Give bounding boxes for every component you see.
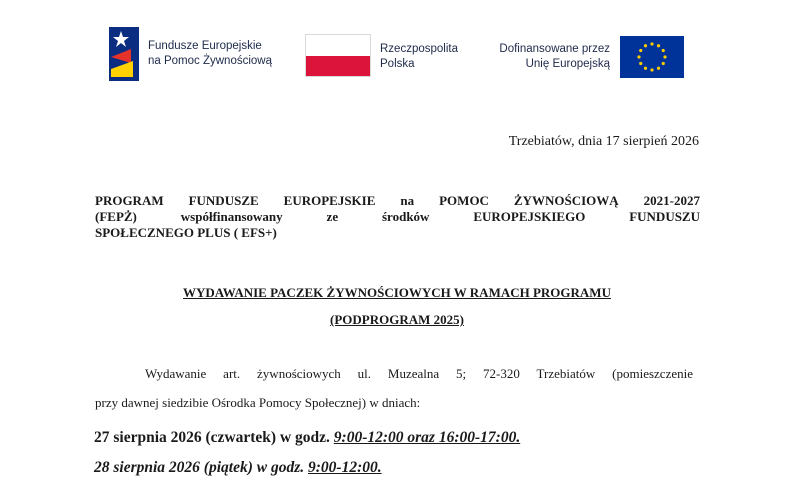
eu-logo-text [470, 42, 610, 72]
logo-bar [0, 26, 794, 86]
date-line: Trzebiatów, dnia 17 sierpień 2026 [508, 134, 699, 149]
distribution-paragraph-line2: przy dawnej siedzibie Ośrodka Pomocy Społecznej) w dniach: [95, 395, 421, 410]
distribution-paragraph-line1: Wydawanie art. żywnościowych ul. Muzealna 5; 72-320 Trzebiatów (pomieszczenie [145, 366, 693, 381]
program-line3: SPOŁECZNEGO PLUS ( EFS+) [95, 225, 277, 240]
schedule-day1-label: 27 sierpnia 2026 (czwartek) w godz. [94, 429, 330, 446]
eu-star-icon [657, 44, 660, 47]
pl-logo-text [380, 42, 458, 72]
eu-star-icon [663, 55, 666, 58]
schedule-day1-hours: 9:00-12:00 oraz 16:00-17:00. [333, 429, 521, 446]
program-line1: PROGRAM FUNDUSZE EUROPEJSKIE na POMOC ŻYWNOŚCIOWĄ 2021-2027 [95, 193, 700, 208]
pl-line2: Polska [380, 58, 415, 70]
eu-star-icon [662, 62, 665, 65]
eu-star-icon [639, 62, 642, 65]
schedule-day1 [94, 429, 520, 447]
heading-main: WYDAWANIE PACZEK ŻYWNOŚCIOWYCH W RAMACH PROGRAMU [183, 285, 611, 300]
fe-logo-text [148, 39, 272, 69]
heading-subprogram: (PODPROGRAM 2025) [330, 312, 464, 327]
eu-star-icon [637, 55, 640, 58]
fe-line1: Fundusze Europejskie [148, 40, 262, 52]
eu-star-icon [662, 49, 665, 52]
eu-star-icon [650, 68, 653, 71]
eu-star-icon [650, 42, 653, 45]
schedule-day2-hours: 9:00-12:00. [308, 459, 382, 476]
schedule-day2-label: 28 sierpnia 2026 (piątek) w godz. [94, 459, 305, 476]
program-title [95, 193, 700, 241]
fundusze-europejskie-logo-icon [109, 27, 139, 81]
pl-line1: Rzeczpospolita [380, 43, 458, 55]
eu-line1: Dofinansowane przez [499, 43, 610, 55]
eu-star-icon [639, 49, 642, 52]
eu-star-icon [644, 44, 647, 47]
eu-star-icon [644, 67, 647, 70]
eu-star-icon [657, 67, 660, 70]
fe-line2: na Pomoc Żywnościową [148, 55, 272, 67]
program-line2: (FEPŻ) współfinansowany ze środków EUROPEJSKIEGO FUNDUSZU [95, 209, 700, 224]
polish-flag-icon [305, 34, 371, 77]
eu-line2: Unię Europejską [525, 58, 610, 70]
schedule-day2 [94, 459, 382, 477]
eu-flag-icon [620, 36, 684, 78]
